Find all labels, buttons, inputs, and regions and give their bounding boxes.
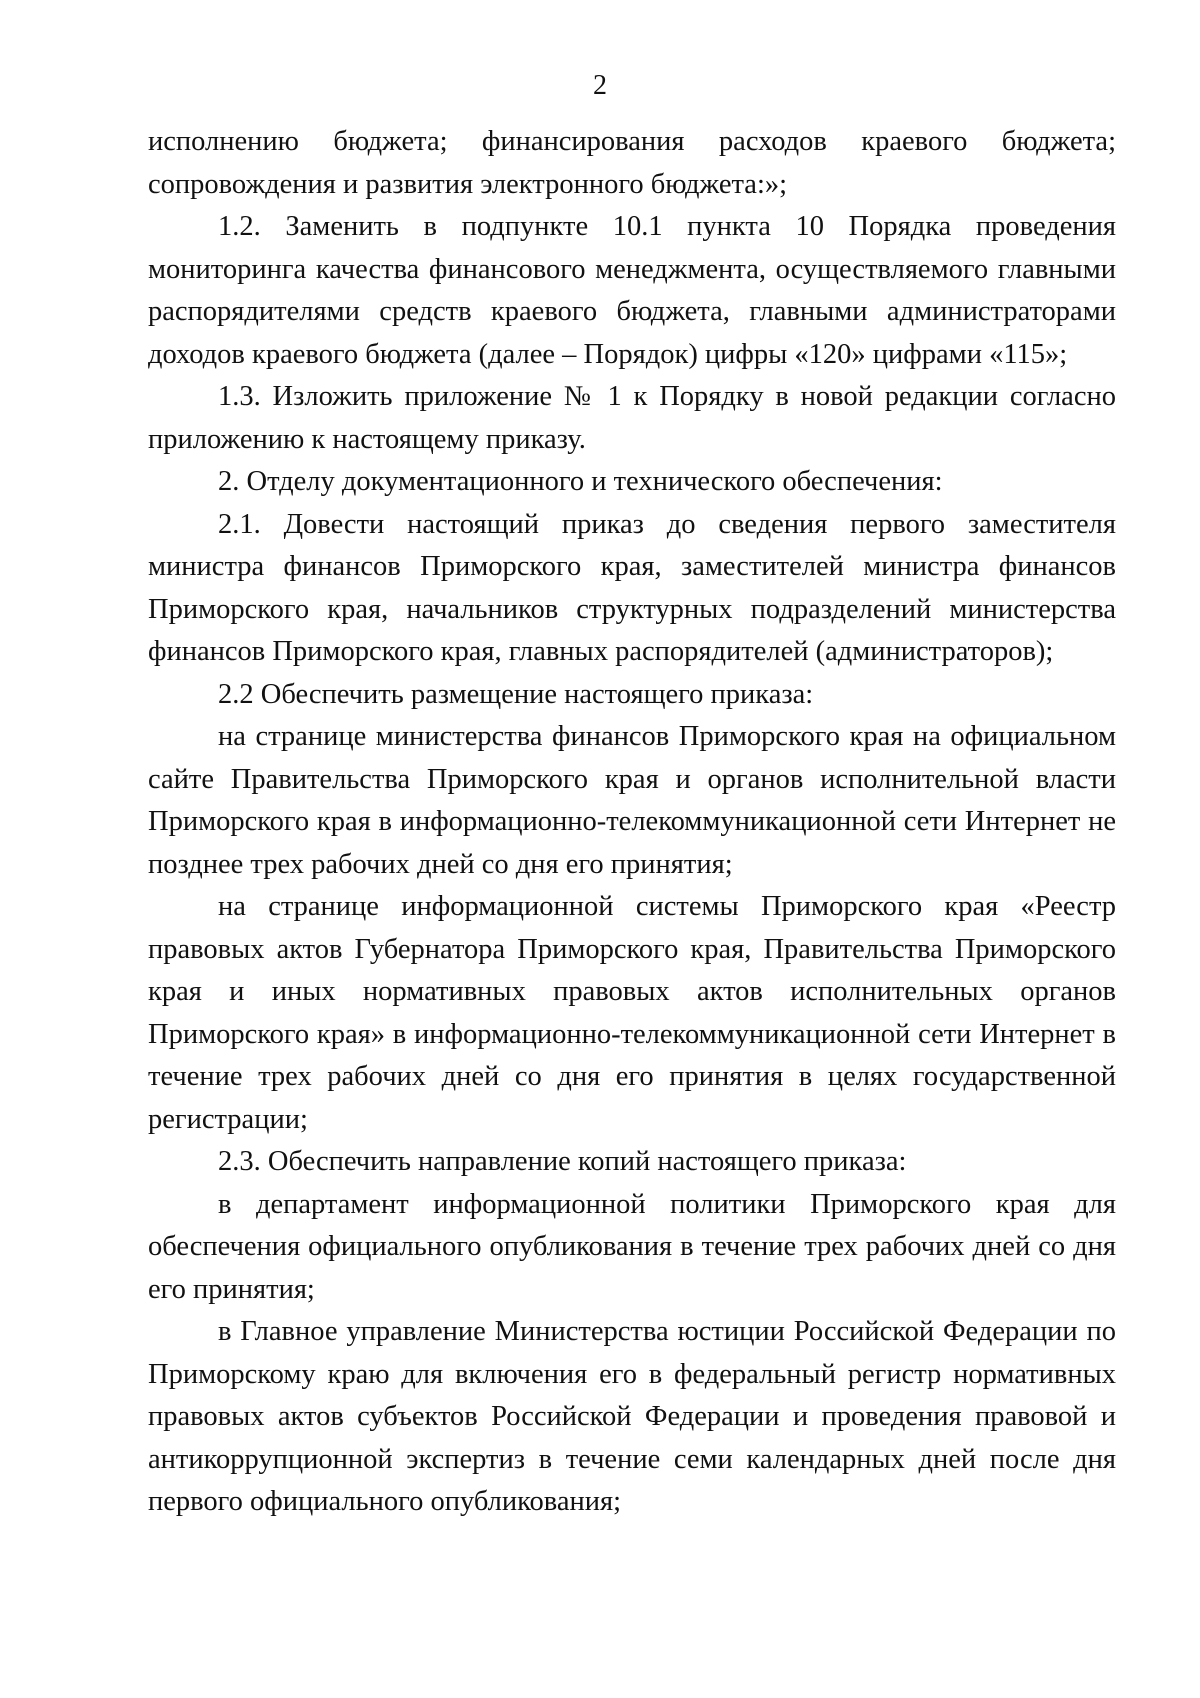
paragraph-2-2-item-1: на странице министерства финансов Приморского края на официальном сайте Правительства Приморского края и органов исполнительной власти Приморского края в информационно-телекоммуникационной сети Интернет не позднее трех рабочих дней со дня его принятия; [148,721,1116,880]
paragraph-2-3-item-2: в Главное управление Министерства юстиции Российской Федерации по Приморскому краю для включения его в федеральный регистр нормативных правовых актов субъектов Российской Федерации и проведения правовой и антикоррупционной экспертиз в течение семи календарных дней после дня первого официального опубликования; [148,1316,1116,1517]
paragraph-2-2: 2.2 Обеспечить размещение настоящего приказа: [218,678,814,710]
paragraph-1-3: 1.3. Изложить приложение № 1 к Порядку в новой редакции согласно приложению к настоящему приказу. [148,381,1116,455]
paragraph-1-2: 1.2. Заменить в подпункте 10.1 пункта 10 Порядка проведения мониторинга качества финансового менеджмента, осуществляемого главными распорядителями средств краевого бюджета, главными администраторами доходов краевого бюджета (далее – Порядок) цифры «120» цифрами «115»; [148,211,1116,370]
paragraph-2: 2. Отделу документационного и технического обеспечения: [218,466,943,497]
paragraph-continuation: исполнению бюджета; финансирования расходов краевого бюджета; сопровождения и развития электронного бюджета:»; [148,126,1116,200]
paragraph-2-1: 2.1. Довести настоящий приказ до сведения первого заместителя министра финансов Приморского края, заместителей министра финансов Приморского края, начальников структурных подразделений министерства финансов Приморского края, главных распорядителей (администраторов); [148,508,1116,667]
document-body [148,121,1116,1524]
page-number: 2 [593,70,607,101]
paragraph-2-2-item-2: на странице информационной системы Приморского края «Реестр правовых актов Губернатора Приморского края, Правительства Приморского края и иных нормативных правовых актов исполнительных органов Приморского края» в информационно-телекоммуникационной сети Интернет в течение трех рабочих дней со дня его принятия в целях государственной регистрации; [148,891,1116,1135]
paragraph-2-3-item-1: в департамент информационной политики Приморского края для обеспечения официального опубликования в течение трех рабочих дней со дня его принятия; [148,1188,1116,1305]
paragraph-2-3: 2.3. Обеспечить направление копий настоящего приказа: [218,1146,907,1177]
